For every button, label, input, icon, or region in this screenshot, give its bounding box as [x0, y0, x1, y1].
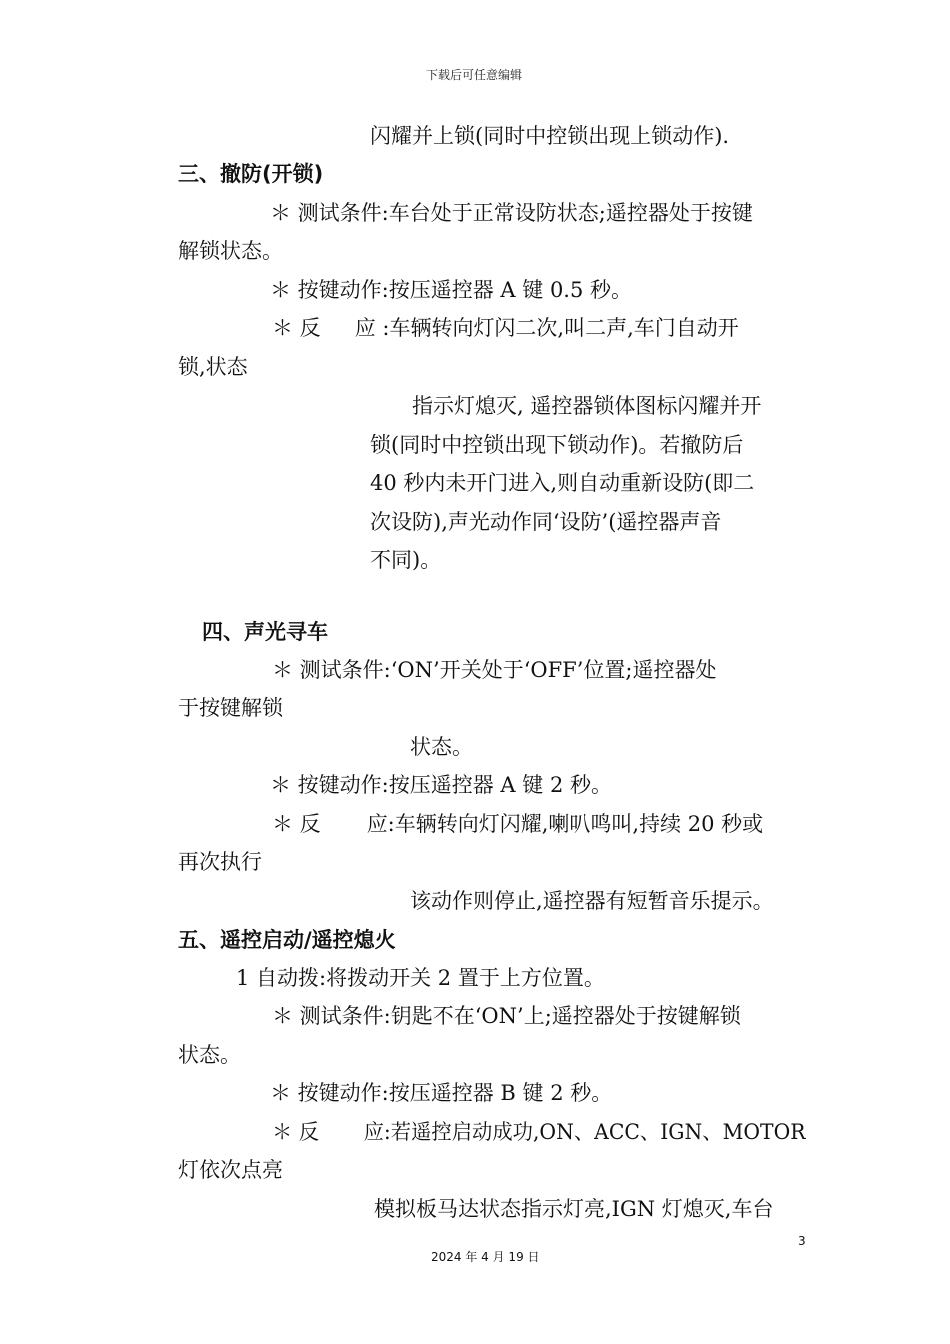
footer-date: 2024 年 4 月 19 日: [431, 1250, 540, 1264]
response-text: 应:若遥控启动成功,ON、ACC、IGN、MOTOR: [363, 1120, 806, 1144]
header-note: 下载后可任意编辑: [426, 68, 523, 82]
section-heading-remote-start: 五、遥控启动/遥控熄火: [178, 928, 396, 952]
response-text: 应:车辆转向灯闪耀,喇叭鸣叫,持续 20 秒或: [366, 812, 764, 836]
body-line-response: [272, 314, 739, 342]
response-text: 应 :车辆转向灯闪二次,叫二声,车门自动开: [354, 316, 739, 340]
response-marker: ＊ 反: [272, 1120, 320, 1144]
response-marker: ＊ 反: [272, 316, 321, 340]
body-line: ＊ 测试条件:钥匙不在‘ON’上;遥控器处于按键解锁: [272, 1004, 741, 1028]
body-line: 40 秒内未开门进入,则自动重新设防(即二: [370, 471, 755, 495]
body-line: 该动作则停止,遥控器有短暂音乐提示。: [410, 889, 774, 913]
response-marker: ＊ 反: [272, 812, 321, 836]
body-line: 不同)。: [370, 548, 442, 572]
body-line: 次设防),声光动作同‘设防’(遥控器声音: [370, 510, 722, 534]
body-line: 于按键解锁: [178, 696, 283, 720]
body-line: 指示灯熄灭, 遥控器锁体图标闪耀并开: [412, 394, 762, 418]
body-line: 解锁状态。: [178, 239, 283, 263]
body-line-response: [272, 1118, 806, 1146]
body-line: ＊ 按键动作:按压遥控器 A 键 2 秒。: [270, 773, 612, 797]
body-line: 1 自动拨:将拨动开关 2 置于上方位置。: [236, 966, 605, 990]
body-line: 锁,状态: [178, 355, 248, 379]
page-number: 3: [798, 1234, 806, 1248]
body-line: 再次执行: [178, 850, 262, 874]
body-line: 状态。: [410, 735, 473, 759]
body-line: ＊ 按键动作:按压遥控器 B 键 2 秒。: [270, 1081, 613, 1105]
body-line: 状态。: [178, 1043, 241, 1067]
body-line: 模拟板马达状态指示灯亮,IGN 灯熄灭,车台: [374, 1197, 774, 1221]
body-line-response: [272, 810, 763, 838]
body-line: ＊ 测试条件:车台处于正常设防状态;遥控器处于按键: [270, 201, 753, 225]
body-line: ＊ 测试条件:‘ON’开关处于‘OFF’位置;遥控器处: [272, 658, 717, 682]
section-heading-disarm: 三、撤防(开锁): [178, 162, 324, 186]
section-heading-find-car: 四、声光寻车: [202, 620, 328, 644]
body-line: 闪耀并上锁(同时中控锁出现上锁动作).: [370, 124, 730, 148]
body-line: 灯依次点亮: [178, 1158, 283, 1182]
body-line: 锁(同时中控锁出现下锁动作)。若撤防后: [370, 433, 744, 457]
body-line: ＊ 按键动作:按压遥控器 A 键 0.5 秒。: [270, 278, 633, 302]
